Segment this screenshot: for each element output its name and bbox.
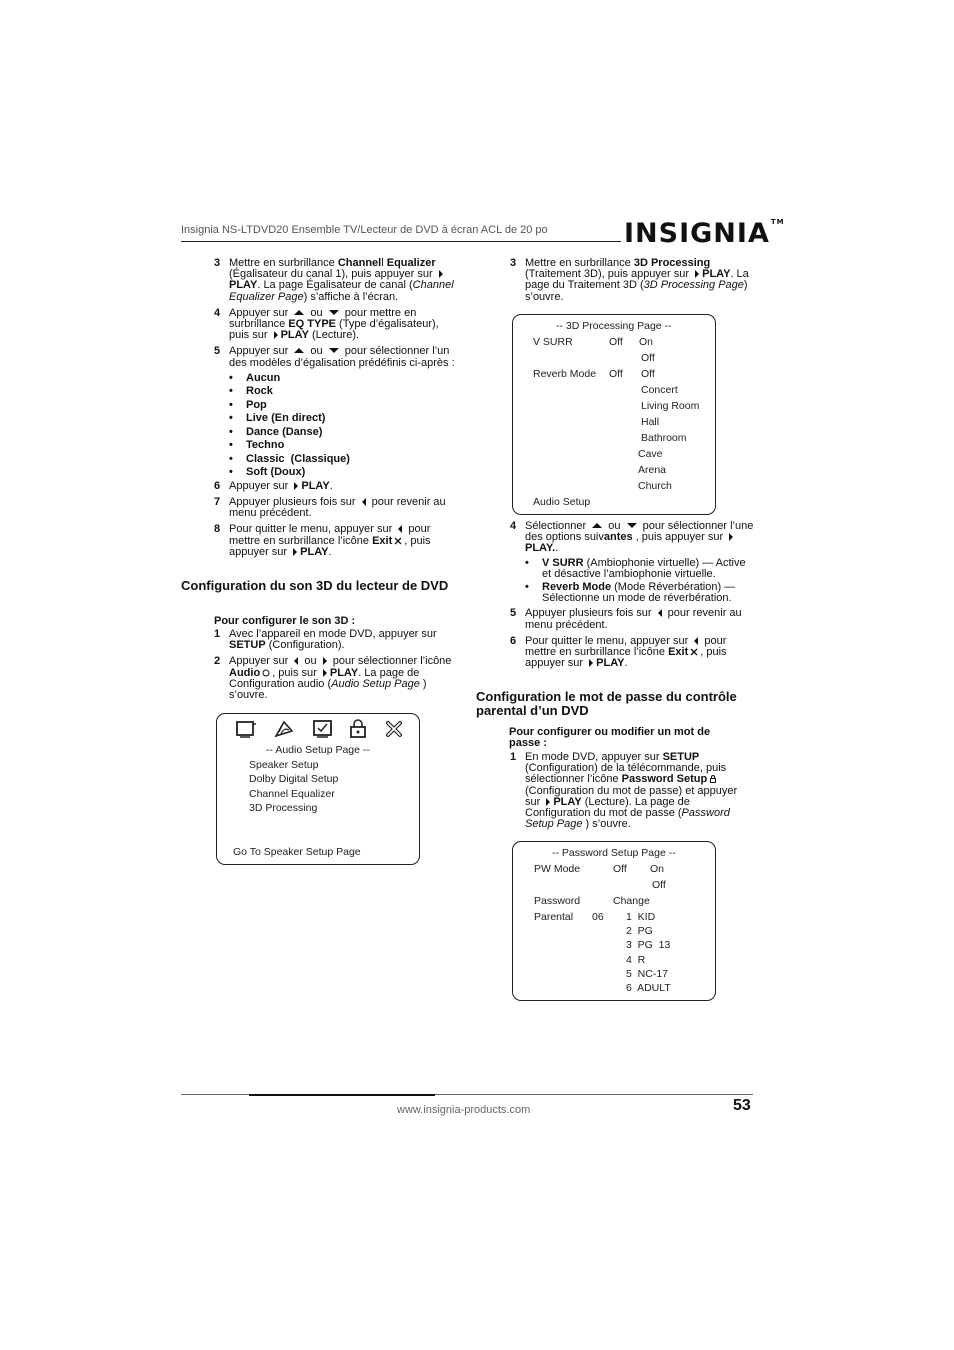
reverb-option: Living Room [641,400,700,412]
exit-icon [394,537,402,545]
up-arrow-icon [294,310,304,315]
right-arrow-icon [589,659,593,667]
right-arrow-icon [274,331,278,339]
rating-option: 6 ADULT [626,982,671,994]
reverb-option: Bathroom [641,432,687,444]
audio-setup-page-screen [216,713,420,865]
reverb-option: Concert [641,384,678,396]
right-arrow-icon [695,270,699,278]
vsurr-value: Off [609,336,623,348]
step-8-exit: 8 Pour quitter le menu, appuyer sur pour mettre en surbrillance l’icône Exit , puis appuyer sur PLAY. [214,523,431,558]
password-label: Password [534,895,581,907]
right-arrow-icon [294,482,298,490]
up-arrow-icon [592,523,602,528]
right-column [510,258,754,308]
left-arrow-icon [658,609,662,617]
3d-processing-page-screen [512,314,716,515]
step-7-back: 7 Appuyer plusieurs fois sur pour revenir au menu précédent. [214,496,446,520]
tv-icon [235,719,257,739]
vsurr-option-off: Off [641,352,655,364]
left-column [214,258,456,563]
reverb-option: Arena [638,464,667,476]
left-arrow-icon [694,637,698,645]
down-arrow-icon [329,348,339,353]
subheading-configure-password: Pour configurer ou modifier un mot de passe : [509,726,711,749]
page-number: 53 [733,1097,751,1114]
reverb-option: Hall [641,416,660,428]
pw-mode-label: PW Mode [534,863,581,875]
right-steps-password [510,752,754,835]
header-rule [181,241,621,242]
audio-page-footer: Go To Speaker Setup Page [233,846,361,858]
reverb-option: Off [641,368,655,380]
step-3-3d-processing: 3 Mettre en surbrillance 3D Processing (Traitement 3D), puis appuyer sur PLAY. La page du Traitement 3D (3D Processing Page) s’ouvre. [510,257,749,303]
list-item: • Pop [229,400,456,411]
right-arrow-icon [323,669,327,677]
vsurr-option-on: On [639,336,654,348]
password-value: Change [613,895,650,907]
parental-label: Parental [534,911,574,923]
audio-icon [273,719,295,739]
list-item: • Reverb Mode (Mode Réverbération) — Sélectionne un mode de réverbération. [525,582,754,604]
down-arrow-icon [329,310,339,315]
subheading-configure-3d: Pour configurer le son 3D : [214,615,356,627]
lock-icon [348,718,368,739]
up-arrow-icon [294,348,304,353]
list-item: • Soft (Doux) [229,467,456,478]
right-arrow-icon [323,657,327,665]
password-page-title: -- Password Setup Page -- [552,847,676,859]
right-arrow-icon [729,533,733,541]
pw-mode-option-on: On [650,863,665,875]
step-6-exit: 6 Pour quitter le menu, appuyer sur pour mettre en surbrillance l’icône Exit , puis appuyer sur PLAY. [510,634,727,670]
reverb-mode-label: Reverb Mode [533,368,597,380]
pw-mode-option-off: Off [652,879,666,891]
reverb-option: Cave [638,448,663,460]
rating-option: 4 R [626,954,646,966]
menu-item-channel-equalizer: Channel Equalizer [249,788,335,800]
rating-option: 1 KID [626,911,656,923]
step-1-setup: 1 Avec l’appareil en mode DVD, appuyer sur SETUP (Configuration). [214,628,437,652]
list-item: • Rock [229,386,456,397]
processing-page-title: -- 3D Processing Page -- [556,320,672,332]
audio-page-title: -- Audio Setup Page -- [266,744,370,756]
display-setup-icon [312,719,334,739]
exit-icon [690,648,698,656]
menu-item-speaker-setup: Speaker Setup [249,759,319,771]
list-item: • Techno [229,440,456,451]
pw-mode-value: Off [613,863,627,875]
left-arrow-icon [294,657,298,665]
option-list [510,558,754,605]
list-item: • Live (En direct) [229,413,456,424]
password-setup-page-screen [512,841,716,1001]
right-arrow-icon [293,548,297,556]
list-item: • Dance (Danse) [229,427,456,438]
lock-icon [709,775,717,783]
down-arrow-icon [627,523,637,528]
list-item: • V SURR (Ambiophonie virtuelle) — Active et désactive l’ambiophonie virtuelle. [525,558,754,580]
step-5-back: 5 Appuyer plusieurs fois sur pour revenir au menu précédent. [510,607,742,631]
left-steps-3d [214,629,456,706]
step-6-play: 6 Appuyer sur PLAY. [214,479,333,492]
insignia-logo: INSIGNIA™ [624,218,785,249]
menu-item-dolby-digital-setup: Dolby Digital Setup [249,773,339,785]
right-arrow-icon [439,270,443,278]
parental-value: 06 [592,911,604,923]
right-steps-3d [510,521,754,674]
list-item: • Classic (Classique) [229,454,456,465]
rating-option: 3 PG 13 [626,939,671,951]
processing-page-footer: Audio Setup [533,496,591,508]
running-header: Insignia NS-LTDVD20 Ensemble TV/Lecteur de DVD à écran ACL de 20 po [181,224,548,236]
right-arrow-icon [546,798,550,806]
list-item: • Aucun [229,373,456,384]
section-title-parental-password: Configuration le mot de passe du contrôle parental d’un DVD [476,689,737,718]
footer-url: www.insignia-products.com [397,1104,531,1116]
reverb-option: Church [638,480,672,492]
vsurr-label: V SURR [533,336,573,348]
eq-preset-list [214,373,456,479]
left-arrow-icon [362,498,366,506]
step-5-select-eq: 5 Appuyer sur ou pour sélectionner l’un des modèles d’égalisation prédéfinis ci-après : [214,345,455,369]
step-2-audio-icon: 2 Appuyer sur ou pour sélectionner l’icône Audio , puis sur PLAY. La page de Configuration audio (Audio Setup Page ) s’ouvre. [214,655,452,702]
step-1-password-setup: 1 En mode DVD, appuyer sur SETUP (Configuration) de la télécommande, puis sélectionner l’icône Password Setup (Configuration du mot de passe) et appuyer sur PLAY (Lecture). La page de Configuration du mot de passe (Password Setup Page ) s’ouvre. [510,751,738,831]
footer-rule-accent [249,1094,435,1096]
audio-icon [262,669,270,677]
rating-option: 2 PG [626,925,653,937]
rating-option: 5 NC-17 [626,968,669,980]
left-arrow-icon [398,525,402,533]
menu-item-3d-processing: 3D Processing [249,802,318,814]
reverb-mode-value: Off [609,368,623,380]
exit-icon [384,719,404,739]
step-4-eq-type: 4 Appuyer sur ou pour mettre en surbrillance EQ TYPE (Type d’égalisateur), puis sur PLAY (Lecture). [214,306,439,342]
section-title-3d-sound: Configuration du son 3D du lecteur de DVD [181,578,449,593]
step-3-channel-equalizer: 3 Mettre en surbrillance Channell Equalizer (Égalisateur du canal 1), puis appuyer sur PLAY. La page Égalisateur de canal (Channel Equalizer Page) s’affiche à l’écran. [214,257,454,303]
step-4-select-option: 4 Sélectionner ou pour sélectionner l’une des options suivantes , puis appuyer sur PLAY.. [510,520,754,555]
